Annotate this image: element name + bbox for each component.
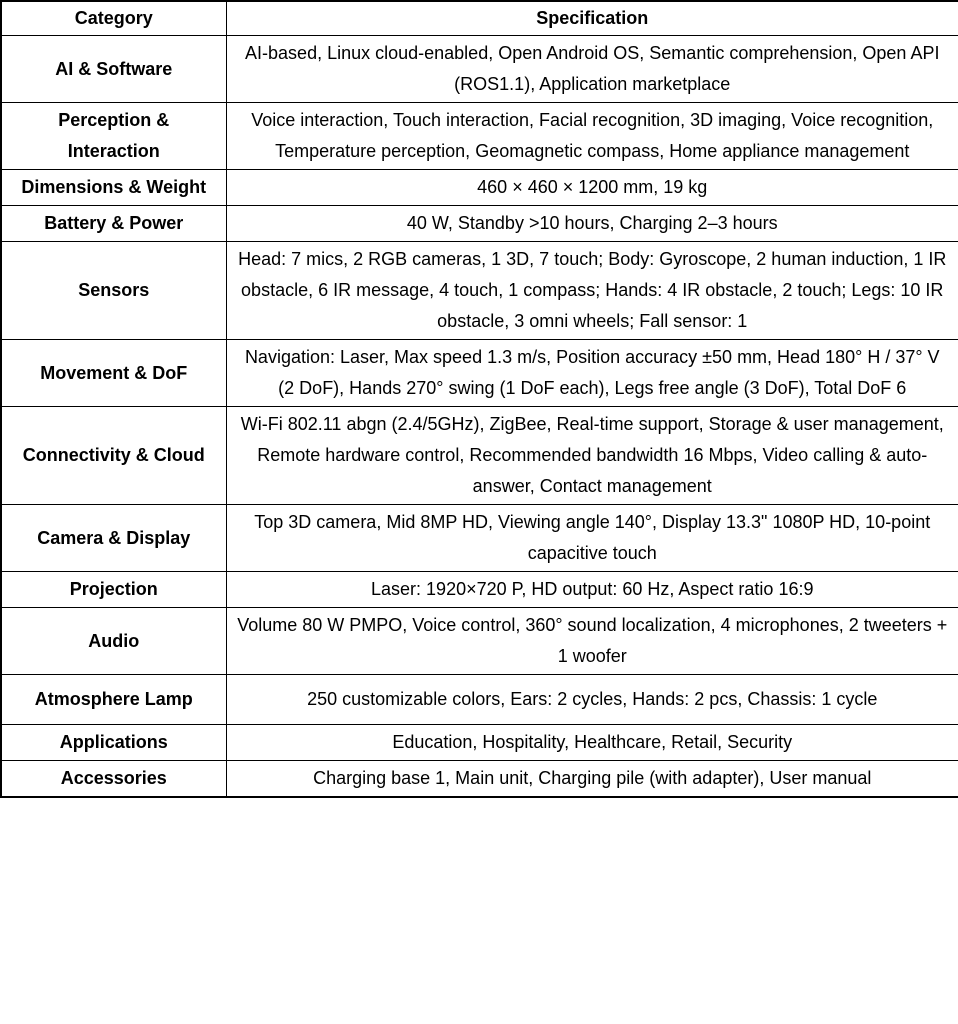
- category-cell: Projection: [1, 572, 226, 608]
- specification-cell: 40 W, Standby >10 hours, Charging 2–3 hours: [226, 206, 958, 242]
- specification-cell: 460 × 460 × 1200 mm, 19 kg: [226, 170, 958, 206]
- category-cell: Battery & Power: [1, 206, 226, 242]
- header-row: [1, 1, 958, 36]
- specification-cell: Wi-Fi 802.11 abgn (2.4/5GHz), ZigBee, Real-time support, Storage & user management, Remote hardware control, Recommended bandwidth 16 Mbps, Video calling & auto-answer, Contact management: [226, 407, 958, 505]
- table-row: [1, 675, 958, 725]
- specification-cell: Navigation: Laser, Max speed 1.3 m/s, Position accuracy ±50 mm, Head 180° H / 37° V (2 DoF), Hands 270° swing (1 DoF each), Legs free angle (3 DoF), Total DoF 6: [226, 340, 958, 407]
- category-cell: Movement & DoF: [1, 340, 226, 407]
- table-row: [1, 608, 958, 675]
- category-column-header: Category: [1, 1, 226, 36]
- table-row: [1, 170, 958, 206]
- table-row: [1, 761, 958, 798]
- spec-table-body: [1, 36, 958, 798]
- specification-cell: Head: 7 mics, 2 RGB cameras, 1 3D, 7 touch; Body: Gyroscope, 2 human induction, 1 IR obstacle, 6 IR message, 4 touch, 1 compass; Hands: 4 IR obstacle, 2 touch; Legs: 10 IR obstacle, 3 omni wheels; Fall sensor: 1: [226, 242, 958, 340]
- category-cell: Connectivity & Cloud: [1, 407, 226, 505]
- specification-cell: Education, Hospitality, Healthcare, Retail, Security: [226, 725, 958, 761]
- specification-column-header: Specification: [226, 1, 958, 36]
- specification-cell: Laser: 1920×720 P, HD output: 60 Hz, Aspect ratio 16:9: [226, 572, 958, 608]
- table-row: [1, 340, 958, 407]
- table-row: [1, 505, 958, 572]
- table-row: [1, 242, 958, 340]
- specification-cell: Voice interaction, Touch interaction, Facial recognition, 3D imaging, Voice recognition, Temperature perception, Geomagnetic compass, Home appliance management: [226, 103, 958, 170]
- table-header: [1, 1, 958, 36]
- category-cell: Applications: [1, 725, 226, 761]
- category-cell: Perception & Interaction: [1, 103, 226, 170]
- category-cell: Atmosphere Lamp: [1, 675, 226, 725]
- category-cell: AI & Software: [1, 36, 226, 103]
- table-row: [1, 725, 958, 761]
- category-cell: Accessories: [1, 761, 226, 798]
- category-cell: Audio: [1, 608, 226, 675]
- specification-cell: Charging base 1, Main unit, Charging pile (with adapter), User manual: [226, 761, 958, 798]
- table-row: [1, 36, 958, 103]
- category-cell: Dimensions & Weight: [1, 170, 226, 206]
- table-row: [1, 103, 958, 170]
- specification-cell: Top 3D camera, Mid 8MP HD, Viewing angle 140°, Display 13.3" 1080P HD, 10-point capacitive touch: [226, 505, 958, 572]
- specification-cell: 250 customizable colors, Ears: 2 cycles, Hands: 2 pcs, Chassis: 1 cycle: [226, 675, 958, 725]
- table-row: [1, 206, 958, 242]
- specification-cell: AI-based, Linux cloud-enabled, Open Android OS, Semantic comprehension, Open API (ROS1.1), Application marketplace: [226, 36, 958, 103]
- table-row: [1, 572, 958, 608]
- specification-cell: Volume 80 W PMPO, Voice control, 360° sound localization, 4 microphones, 2 tweeters + 1 woofer: [226, 608, 958, 675]
- category-cell: Camera & Display: [1, 505, 226, 572]
- category-cell: Sensors: [1, 242, 226, 340]
- table-row: [1, 407, 958, 505]
